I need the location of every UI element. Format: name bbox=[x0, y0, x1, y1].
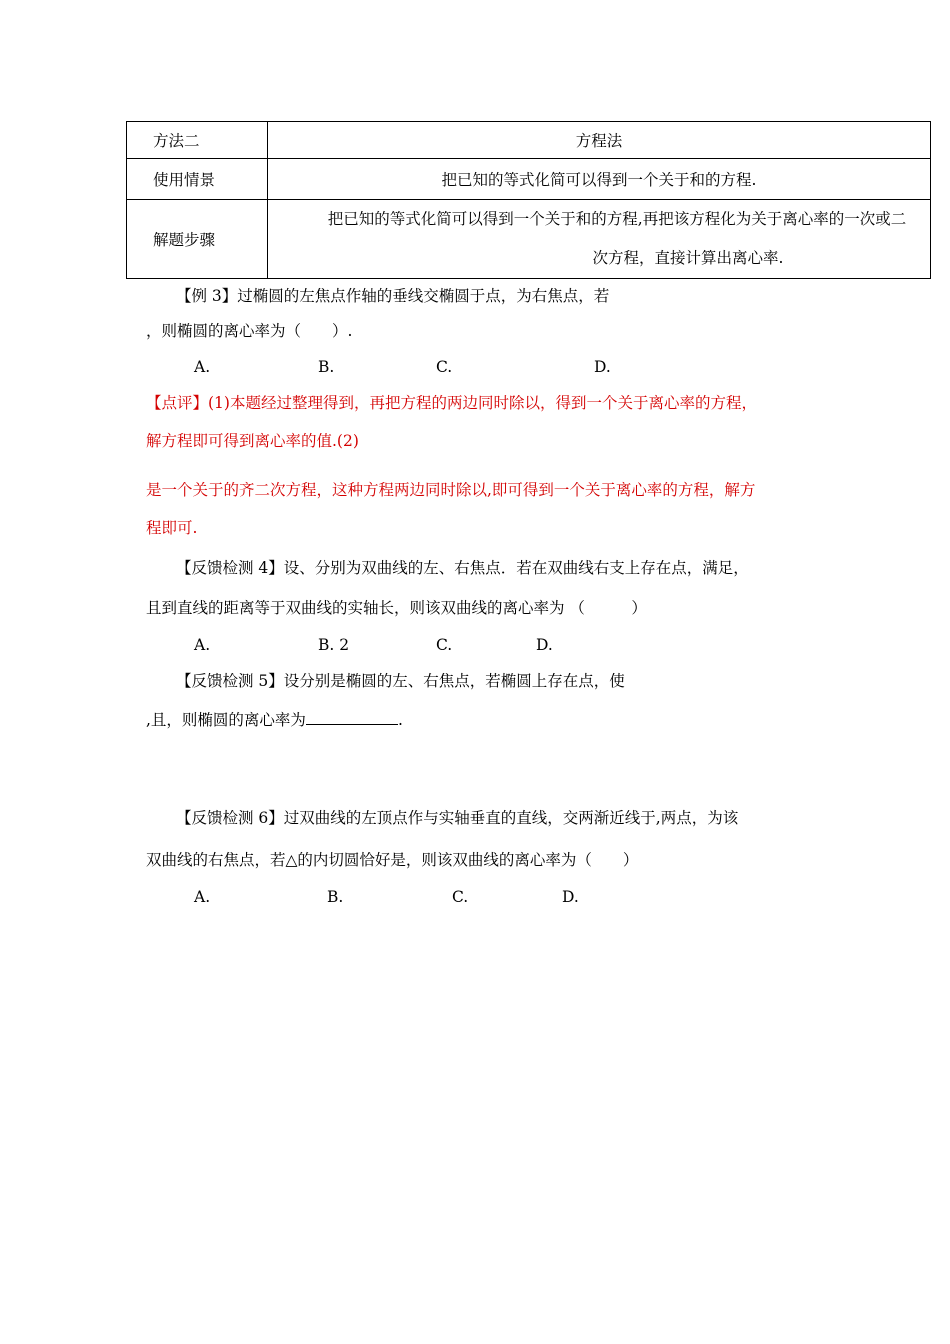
option-a: A. bbox=[194, 358, 211, 376]
steps-line-1: 把已知的等式化简可以得到一个关于和的方程,再把该方程化为关于离心率的一次或二 bbox=[327, 210, 907, 228]
option-a: A. bbox=[194, 636, 211, 654]
option-b: B. bbox=[327, 888, 344, 906]
table-row bbox=[127, 200, 931, 279]
method-table bbox=[126, 121, 931, 279]
usage-label: 使用情景 bbox=[127, 159, 268, 200]
comment-line-1: 【点评】(1)本题经过整理得到，再把方程的两边同时除以，得到一个关于离心率的方程， bbox=[146, 394, 757, 412]
comment-line-3: 是一个关于的齐二次方程，这种方程两边同时除以,即可得到一个关于离心率的方程，解方 bbox=[146, 481, 756, 499]
feedback4-question: 【反馈检测 4】设、分别为双曲线的左、右焦点．若在双曲线右支上存在点，满足， bbox=[176, 559, 749, 577]
comment-line-2: 解方程即可得到离心率的值.(2) bbox=[146, 432, 359, 450]
comment-line-4: 程即可. bbox=[146, 519, 198, 537]
feedback5-question: 【反馈检测 5】设分别是椭圆的左、右焦点，若椭圆上存在点，使 bbox=[176, 672, 625, 690]
feedback6-question: 【反馈检测 6】过双曲线的左顶点作与实轴垂直的直线，交两渐近线于,两点，为该 bbox=[176, 809, 739, 827]
feedback5-text: ,且，则椭圆的离心率为 bbox=[146, 711, 306, 729]
table-row bbox=[127, 122, 931, 159]
table-row bbox=[127, 159, 931, 200]
option-d: D. bbox=[594, 358, 611, 376]
option-b: B. 2 bbox=[318, 636, 350, 654]
option-c: C. bbox=[436, 358, 453, 376]
steps-text bbox=[268, 200, 931, 279]
feedback5-question-cont bbox=[146, 708, 403, 730]
feedback6-question-cont: 双曲线的右焦点，若△的内切圆恰好是，则该双曲线的离心率为（ ） bbox=[146, 851, 639, 869]
option-d: D. bbox=[562, 888, 579, 906]
option-c: C. bbox=[452, 888, 469, 906]
method-label: 方法二 bbox=[127, 122, 268, 159]
option-b: B. bbox=[318, 358, 335, 376]
usage-text: 把已知的等式化简可以得到一个关于和的方程. bbox=[268, 159, 931, 200]
steps-line-2: 次方程，直接计算出离心率. bbox=[592, 249, 784, 267]
example3-question-cont: ，则椭圆的离心率为（ ）. bbox=[146, 322, 353, 340]
option-c: C. bbox=[436, 636, 453, 654]
method-name: 方程法 bbox=[268, 122, 931, 159]
example3-question: 【例 3】过椭圆的左焦点作轴的垂线交椭圆于点，为右焦点，若 bbox=[176, 287, 610, 305]
steps-label: 解题步骤 bbox=[127, 200, 268, 279]
feedback4-question-cont: 且到直线的距离等于双曲线的实轴长，则该双曲线的离心率为 （ ） bbox=[146, 599, 647, 617]
option-d: D. bbox=[536, 636, 553, 654]
option-a: A. bbox=[194, 888, 211, 906]
answer-blank bbox=[306, 708, 398, 725]
feedback5-end: . bbox=[397, 711, 403, 729]
